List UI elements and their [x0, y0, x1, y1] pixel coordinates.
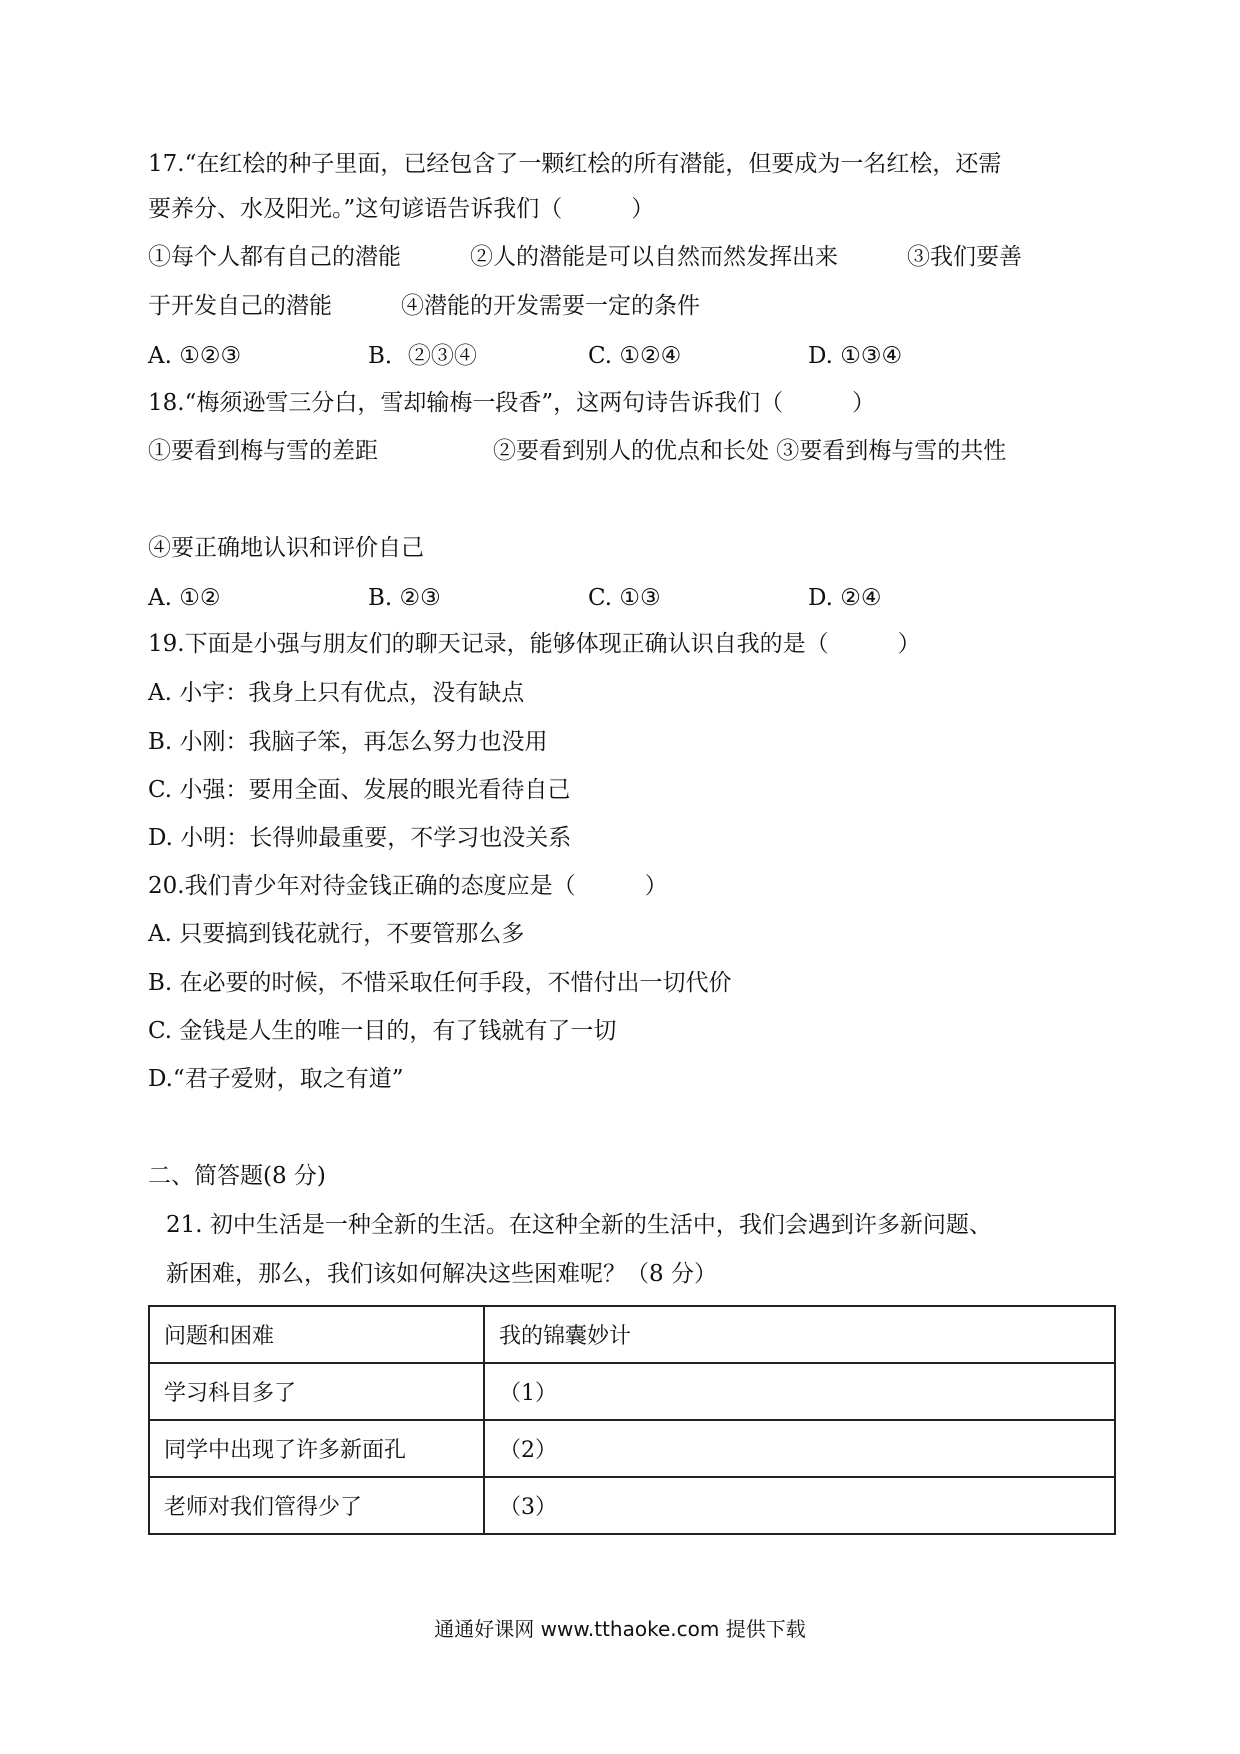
q18-option-b: B. ②③: [368, 585, 441, 611]
table-row: [149, 1420, 1115, 1477]
q17-stem-line1: 17.“在红桧的种子里面，已经包含了一颗红桧的所有潜能，但要成为一名红桧，还需: [148, 151, 1002, 177]
q19-stem: 19.下面是小强与朋友们的聊天记录，能够体现正确认识自我的是（ ）: [148, 631, 921, 657]
table-cell-answer[interactable]: （1）: [484, 1363, 1115, 1420]
q18-option-d: D. ②④: [808, 585, 882, 611]
table-row: [149, 1363, 1115, 1420]
q17-option-c: C. ①②④: [588, 343, 682, 369]
table-header-problem: 问题和困难: [149, 1306, 484, 1363]
q18-options: [148, 582, 1148, 614]
q19-option-b: B. 小刚：我脑子笨，再怎么努力也没用: [148, 729, 548, 755]
q18-option-a: A. ①②: [148, 585, 221, 611]
page-footer: 通通好课网 www.tthaoke.com 提供下载: [434, 1617, 806, 1641]
q17-options: [148, 340, 1148, 372]
table-header-tips: 我的锦囊妙计: [484, 1306, 1115, 1363]
answer-table: [148, 1305, 1116, 1535]
table-cell-problem: 老师对我们管得少了: [149, 1477, 484, 1534]
q20-stem: 20.我们青少年对待金钱正确的态度应是（ ）: [148, 873, 668, 899]
table-cell-problem: 同学中出现了许多新面孔: [149, 1420, 484, 1477]
q19-option-a: A. 小宇：我身上只有优点，没有缺点: [148, 680, 525, 706]
q19-option-d: D. 小明：长得帅最重要，不学习也没关系: [148, 825, 572, 851]
table-cell-answer[interactable]: （3）: [484, 1477, 1115, 1534]
q19-option-c: C. 小强：要用全面、发展的眼光看待自己: [148, 777, 571, 803]
q17-statements-line2: 于开发自己的潜能 ④潜能的开发需要一定的条件: [148, 293, 700, 319]
table-cell-problem: 学习科目多了: [149, 1363, 484, 1420]
q17-option-a: A. ①②③: [148, 343, 242, 369]
q21-stem-line1: 21. 初中生活是一种全新的生活。在这种全新的生活中，我们会遇到许多新问题、: [166, 1212, 992, 1238]
q20-option-b: B. 在必要的时候，不惜采取任何手段，不惜付出一切代价: [148, 970, 732, 996]
q18-option-c: C. ①③: [588, 585, 661, 611]
table-row: [149, 1477, 1115, 1534]
section2-title: 二、简答题(8 分): [148, 1163, 326, 1189]
q17-stem-line2: 要养分、水及阳光。”这句谚语告诉我们（ ）: [148, 196, 655, 222]
table-cell-answer[interactable]: （2）: [484, 1420, 1115, 1477]
q20-option-c: C. 金钱是人生的唯一目的，有了钱就有了一切: [148, 1018, 617, 1044]
q18-stem: 18.“梅须逊雪三分白，雪却输梅一段香”，这两句诗告诉我们（ ）: [148, 390, 876, 416]
q18-statements-line2: ④要正确地认识和评价自己: [148, 535, 424, 561]
q20-option-a: A. 只要搞到钱花就行，不要管那么多: [148, 921, 525, 947]
q20-option-d: D.“君子爱财，取之有道”: [148, 1066, 404, 1092]
q21-stem-line2: 新困难，那么，我们该如何解决这些困难呢？（8 分）: [166, 1261, 717, 1287]
table-header-row: [149, 1306, 1115, 1363]
q18-statements-line1: ①要看到梅与雪的差距 ②要看到别人的优点和长处 ③要看到梅与雪的共性: [148, 438, 1007, 464]
q17-statements-line1: ①每个人都有自己的潜能 ②人的潜能是可以自然而然发挥出来 ③我们要善: [148, 244, 1022, 270]
q17-option-d: D. ①③④: [808, 343, 903, 369]
q17-option-b: B．②③④: [368, 343, 477, 369]
